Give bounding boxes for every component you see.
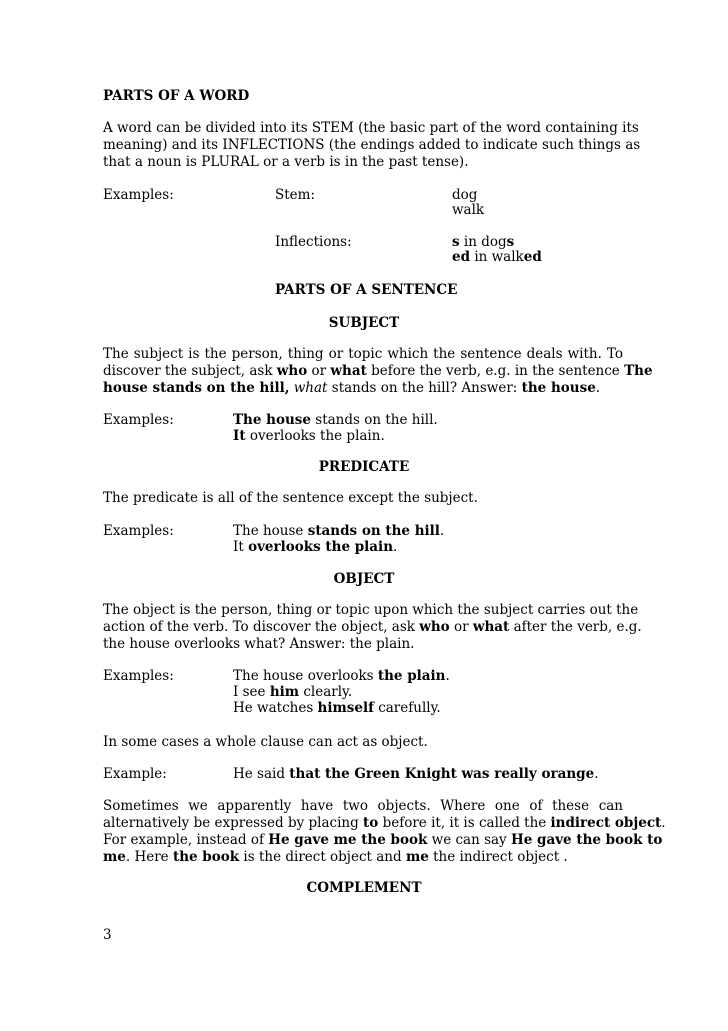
paragraph-line: The predicate is all of the sentence except the subject.	[103, 490, 478, 506]
object-example: The house overlooks the plain.	[233, 668, 450, 684]
heading-complement: COMPLEMENT	[306, 880, 422, 896]
stem-example: walk	[452, 202, 485, 218]
paragraph-line: action of the verb. To discover the object, ask who or what after the verb, e.g.	[103, 619, 642, 635]
examples-label: Examples:	[103, 412, 174, 428]
heading-predicate: PREDICATE	[318, 459, 410, 475]
paragraph-line: meaning) and its INFLECTIONS (the endings added to indicate such things as	[103, 137, 641, 153]
paragraph-line: alternatively be expressed by placing to before it, it is called the indirect object.	[103, 815, 666, 831]
paragraph-line: The object is the person, thing or topic upon which the subject carries out the	[103, 602, 639, 618]
paragraph-line: For example, instead of He gave me the book we can say He gave the book to	[103, 832, 663, 848]
examples-label: Examples:	[103, 668, 174, 684]
object-example: He watches himself carefully.	[233, 700, 441, 716]
heading-parts-of-a-sentence: PARTS OF A SENTENCE	[275, 282, 458, 298]
subject-example: It overlooks the plain.	[233, 428, 385, 444]
inflections-label: Inflections:	[275, 234, 352, 250]
inflection-example: s in dogs	[452, 234, 515, 250]
paragraph-line: The subject is the person, thing or topic which the sentence deals with. To	[103, 346, 623, 362]
subject-example: The house stands on the hill.	[233, 412, 438, 428]
predicate-example: It overlooks the plain.	[233, 539, 398, 555]
example-label: Example:	[103, 766, 167, 782]
paragraph-line: Sometimes we apparently have two objects. Where one of these can	[103, 798, 623, 814]
paragraph-line: house stands on the hill, what stands on the hill? Answer: the house.	[103, 380, 601, 396]
paragraph-line: the house overlooks what? Answer: the plain.	[103, 636, 415, 652]
stem-example: dog	[452, 187, 478, 203]
stem-label: Stem:	[275, 187, 316, 203]
paragraph-line: me. Here the book is the direct object and me the indirect object .	[103, 849, 568, 865]
paragraph-line: discover the subject, ask who or what before the verb, e.g. in the sentence The	[103, 363, 653, 379]
clause-example: He said that the Green Knight was really orange.	[233, 766, 599, 782]
heading-subject: SUBJECT	[328, 315, 400, 331]
heading-object: OBJECT	[333, 571, 395, 587]
examples-label: Examples:	[103, 523, 174, 539]
object-example: I see him clearly.	[233, 684, 353, 700]
inflection-example: ed in walked	[452, 249, 542, 265]
heading-parts-of-a-word: PARTS OF A WORD	[103, 88, 250, 104]
predicate-example: The house stands on the hill.	[233, 523, 445, 539]
examples-label: Examples:	[103, 187, 174, 203]
paragraph-line: In some cases a whole clause can act as object.	[103, 734, 428, 750]
paragraph-line: A word can be divided into its STEM (the basic part of the word containing its	[103, 120, 639, 136]
page-number: 3	[103, 927, 112, 943]
paragraph-line: that a noun is PLURAL or a verb is in the past tense).	[103, 154, 469, 170]
